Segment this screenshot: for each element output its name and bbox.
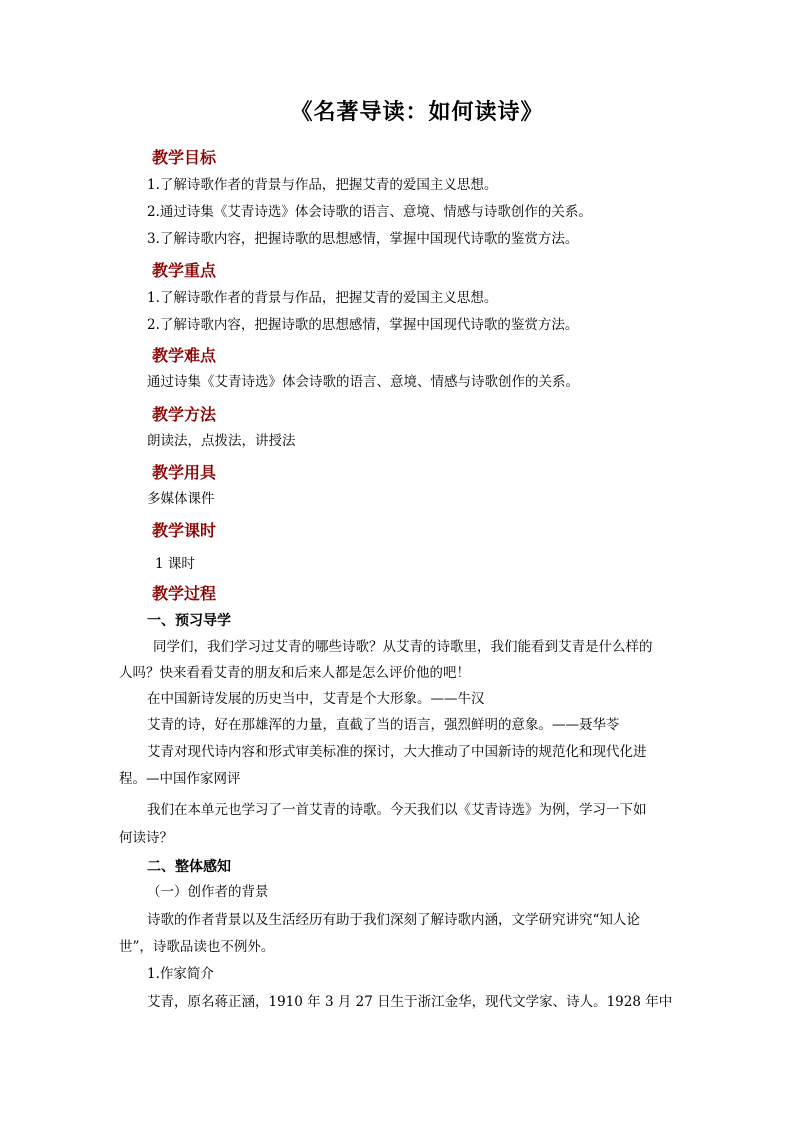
section-preview-title: 一、预习导学: [147, 613, 231, 629]
section-overview-title: 二、整体感知: [147, 859, 231, 875]
quote-niu-han: 在中国新诗发展的历史当中，艾青是个大形象。——牛汉: [147, 691, 485, 707]
quote-nie-hualing: 艾青的诗，好在那雄浑的力量，直截了当的语言，强烈鲜明的意象。——聂华苓: [147, 717, 620, 733]
goal-item-1: 1.了解诗歌作者的背景与作品，把握艾青的爱国主义思想。: [147, 177, 498, 193]
author-intro-item: 1.作家简介: [147, 966, 214, 982]
preview-paragraph-2a: 我们在本单元也学习了一首艾青的诗歌。今天我们以《艾青诗选》为例，学习一下如: [147, 802, 647, 818]
preview-paragraph-1a: 同学们，我们学习过艾青的哪些诗歌？从艾青的诗歌里，我们能看到艾青是什么样的: [153, 639, 653, 655]
keypoint-item-2: 2.了解诗歌内容，把握诗歌的思想感情，掌握中国现代诗歌的鉴赏方法。: [147, 317, 579, 333]
tools-text: 多媒体课件: [147, 491, 215, 507]
preview-paragraph-2b: 何读诗？: [119, 830, 173, 846]
heading-method: 教学方法: [152, 405, 217, 424]
overview-paragraph-1b: 世”，诗歌品读也不例外。: [119, 939, 275, 955]
heading-process: 教学过程: [152, 584, 217, 603]
quote-writers-net-a: 艾青对现代诗内容和形式审美标准的探讨，大大推动了中国新诗的规范化和现代化进: [147, 744, 647, 760]
heading-teaching-goals: 教学目标: [152, 148, 217, 167]
heading-difficulty: 教学难点: [152, 346, 217, 365]
goal-item-2: 2.通过诗集《艾青诗选》体会诗歌的语言、意境、情感与诗歌创作的关系。: [147, 204, 592, 220]
method-text: 朗读法，点拨法，讲授法: [147, 433, 296, 449]
heading-tools: 教学用具: [152, 463, 217, 482]
author-intro-paragraph: 艾青，原名蒋正涵，1910 年 3 月 27 日生于浙江金华，现代文学家、诗人。1928 年中: [147, 994, 673, 1010]
keypoint-item-1: 1.了解诗歌作者的背景与作品，把握艾青的爱国主义思想。: [147, 290, 498, 306]
heading-key-points: 教学重点: [152, 261, 217, 280]
goal-item-3: 3.了解诗歌内容，把握诗歌的思想感情，掌握中国现代诗歌的鉴赏方法。: [147, 231, 579, 247]
overview-paragraph-1a: 诗歌的作者背景以及生活经历有助于我们深刻了解诗歌内涵，文学研究讲究“知人论: [147, 912, 640, 928]
preview-paragraph-1b: 人吗？快来看看艾青的朋友和后来人都是怎么评价他的吧！: [119, 665, 470, 681]
document-title: 《名著导读：如何读诗》: [290, 99, 544, 125]
difficulty-text: 通过诗集《艾青诗选》体会诗歌的语言、意境、情感与诗歌创作的关系。: [147, 374, 579, 390]
overview-subsection: （一）创作者的背景: [147, 884, 269, 900]
heading-hours: 教学课时: [152, 521, 217, 540]
quote-writers-net-b: 程。—中国作家网评: [119, 771, 241, 787]
hours-text: 1 课时: [155, 556, 195, 572]
